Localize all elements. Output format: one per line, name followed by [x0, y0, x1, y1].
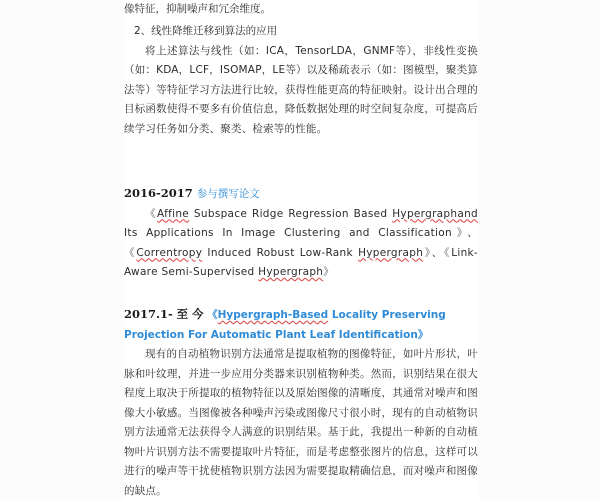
section-2017 [124, 305, 478, 500]
text-segment: Subspace Ridge Regression Based [189, 207, 393, 220]
spell-flag: Affine [157, 207, 190, 220]
section-year: 2017.1- [124, 307, 173, 321]
spell-flag: Hypergraph-Based [217, 309, 329, 321]
spell-flag: Hypergraphand [392, 207, 478, 220]
text-segment: 《 [145, 207, 158, 220]
spell-flag: Hypergraph [358, 246, 424, 259]
text-segment: Locality Preserving Projection For Automatic Plant Leaf Identification》 [124, 309, 446, 341]
item-heading: 2、线性降维迁移到算法的应用 [134, 25, 278, 37]
section-tag-link[interactable]: 参与撰写论文 [196, 188, 260, 200]
paragraph-line: 像特征，抑制噪声和冗余维度。 [124, 3, 271, 15]
text-segment: 《 [207, 309, 218, 321]
text-segment: Its Applications In Image Clustering and Classification》、《 [124, 227, 478, 259]
section-year: 2016-2017 [124, 186, 193, 200]
section-heading [124, 184, 478, 205]
research-item-2 [124, 22, 478, 139]
section-2016-2017 [124, 184, 478, 283]
text-segment: 》、《Link-Aware Semi-Supervised [124, 246, 478, 278]
section-heading [124, 305, 478, 345]
paper-list [124, 205, 478, 283]
spell-flag: Hypergraph [258, 266, 324, 278]
research-item-1-tail [124, 0, 478, 20]
document-page [124, 0, 478, 500]
spell-flag: Correntropy [136, 246, 203, 259]
text-segment: Induced Robust Low-Rank [202, 246, 359, 259]
section-body: 现有的自动植物识别方法通常是提取植物的图像特征，如叶片形状，叶脉和叶纹理，并进一步应用分类器来识别植物种类。然而，识别结果在很大程度上取决于所提取的植物特征以及原始图像的清晰度，其通常对噪声和图像大小敏感。当图像被各种噪声污染或图像尺寸很小时，现有的自动植物识别方法通常无法获得令人满意的识别结果。基于此，我提出一种新的自动植物叶片识别方法不需要提取叶片特征，而是考虑整张图片的信息，这样可以进行的噪声等干扰使植物识别方法因为需要提取精确信息，而对噪声和图像的缺点。 [124, 348, 478, 497]
item-body: 将上述算法与线性（如：ICA，TensorLDA，GNMF等），非线性变换（如：KDA，LCF，ISOMAP，LE等）以及稀疏表示（如：图模型，聚类算法等）等特征学习方法进行比较，获得性能更高的特征映射。设计出合理的目标函数使得不要多有价值信息，降低数据处理的时空间复杂度，可提高后续学习任务如分类、聚类、检索等的性能。 [124, 44, 478, 135]
section-author: 至 今 [176, 307, 204, 321]
text-segment: 》 [323, 266, 335, 278]
